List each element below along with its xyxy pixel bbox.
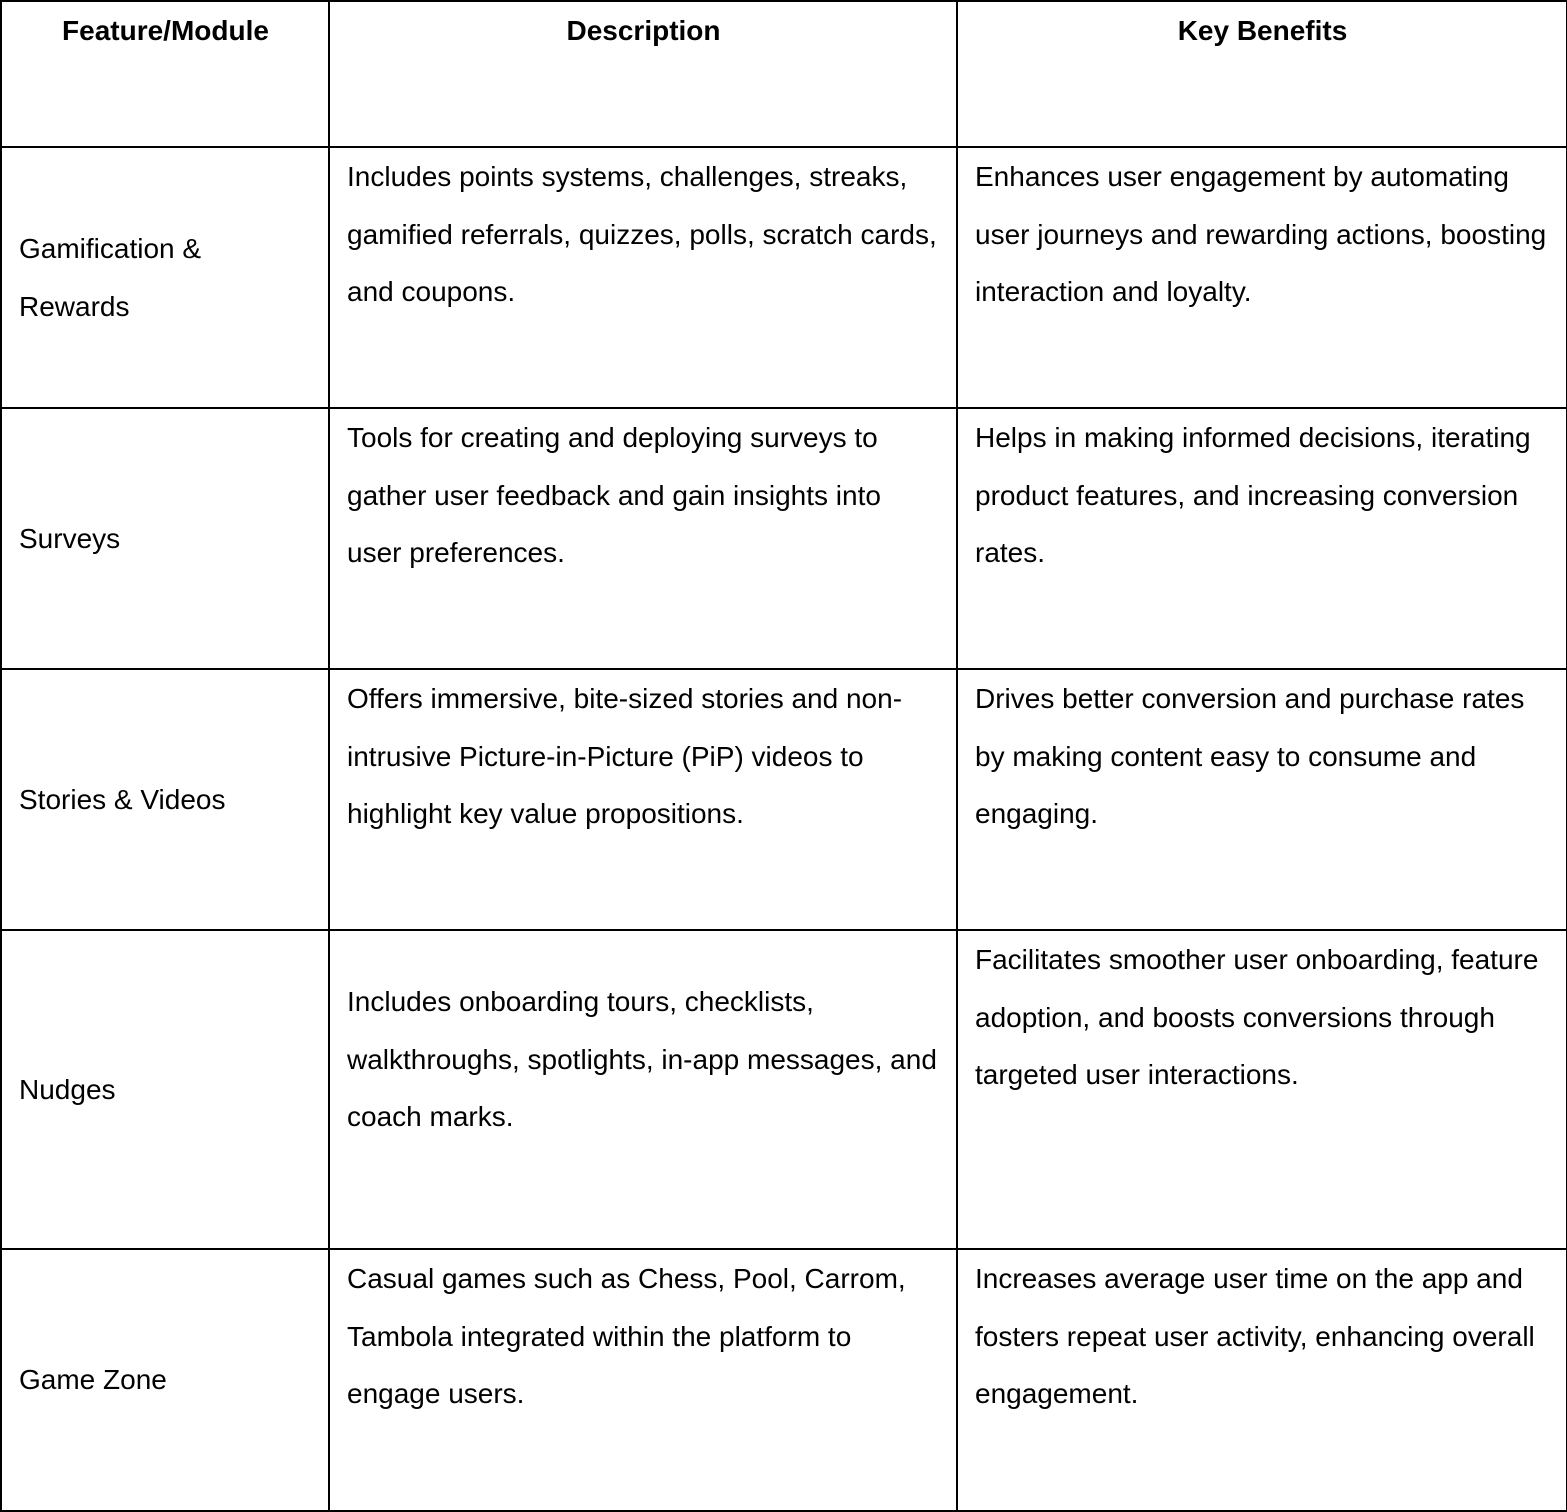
feature-cell: Surveys <box>1 408 329 669</box>
table-row <box>1 669 1567 930</box>
description-cell: Includes points systems, challenges, streaks, gamified referrals, quizzes, polls, scratch cards, and coupons. <box>329 147 957 408</box>
table-row <box>1 1249 1567 1511</box>
feature-cell: Nudges <box>1 930 329 1249</box>
benefits-cell: Drives better conversion and purchase rates by making content easy to consume and engaging. <box>957 669 1567 930</box>
feature-cell: Stories & Videos <box>1 669 329 930</box>
table-row <box>1 147 1567 408</box>
table-row <box>1 930 1567 1249</box>
description-cell: Casual games such as Chess, Pool, Carrom, Tambola integrated within the platform to engage users. <box>329 1249 957 1511</box>
header-row <box>1 1 1567 147</box>
header-feature-module: Feature/Module <box>1 1 329 147</box>
feature-cell: Gamification & Rewards <box>1 147 329 408</box>
benefits-cell: Facilitates smoother user onboarding, feature adoption, and boosts conversions through targeted user interactions. <box>957 930 1567 1249</box>
table-row <box>1 408 1567 669</box>
table-header <box>1 1 1567 147</box>
benefits-cell: Increases average user time on the app and fosters repeat user activity, enhancing overall engagement. <box>957 1249 1567 1511</box>
table-body <box>1 147 1567 1511</box>
benefits-cell: Helps in making informed decisions, iterating product features, and increasing conversion rates. <box>957 408 1567 669</box>
header-description: Description <box>329 1 957 147</box>
description-cell: Offers immersive, bite-sized stories and non-intrusive Picture-in-Picture (PiP) videos to highlight key value propositions. <box>329 669 957 930</box>
description-cell: Includes onboarding tours, checklists, walkthroughs, spotlights, in-app messages, and coach marks. <box>329 930 957 1249</box>
feature-cell: Game Zone <box>1 1249 329 1511</box>
benefits-cell: Enhances user engagement by automating user journeys and rewarding actions, boosting interaction and loyalty. <box>957 147 1567 408</box>
description-cell: Tools for creating and deploying surveys to gather user feedback and gain insights into user preferences. <box>329 408 957 669</box>
header-key-benefits: Key Benefits <box>957 1 1567 147</box>
